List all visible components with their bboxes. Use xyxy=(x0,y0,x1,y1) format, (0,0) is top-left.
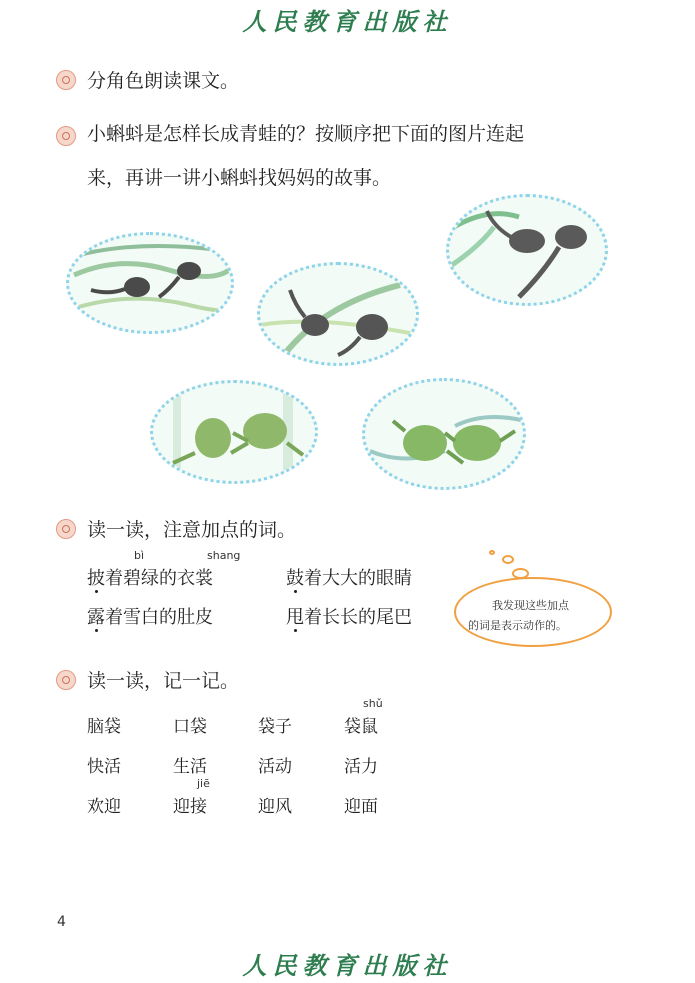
exercise-2-line2: 来，再讲一讲小蝌蚪找妈妈的故事。 xyxy=(87,167,392,189)
word-cell: 迎风 xyxy=(258,797,292,817)
word-cell: 迎面 xyxy=(344,797,378,817)
exercise-bullet-icon xyxy=(56,519,76,539)
publisher-watermark-bottom: 人民教育出版社 xyxy=(242,951,453,980)
publisher-watermark-top: 人民教育出版社 xyxy=(242,7,453,36)
tadpoles-growing-back-legs-icon xyxy=(260,265,419,366)
pinyin-shang: shang xyxy=(207,549,241,562)
emphasis-dot xyxy=(95,590,98,593)
word-cell: 袋鼠 xyxy=(344,717,378,737)
exercise-bullet-icon xyxy=(56,126,76,146)
pinyin-jie: jiē xyxy=(197,777,210,790)
word-cell: 脑袋 xyxy=(87,717,121,737)
picture-tadpoles-growing-legs[interactable] xyxy=(257,262,419,366)
pinyin-shu: shǔ xyxy=(363,697,383,710)
word-cell: 生活 xyxy=(173,757,207,777)
emphasis-dot xyxy=(294,590,297,593)
word-cell: 袋子 xyxy=(258,717,292,737)
exercise-1-text: 分角色朗读课文。 xyxy=(87,70,240,92)
phrase-4: 甩着长长的尾巴 xyxy=(286,607,412,628)
phrase-2: 鼓着大大的眼睛 xyxy=(286,568,412,589)
thought-bubble-dot xyxy=(489,550,495,555)
exercise-bullet-icon xyxy=(56,670,76,690)
thought-bubble xyxy=(454,577,612,647)
picture-frogs[interactable] xyxy=(362,378,526,490)
phrase-3: 露着雪白的肚皮 xyxy=(87,607,213,628)
exercise-2-text xyxy=(87,112,524,200)
word-cell: 快活 xyxy=(87,757,121,777)
word-cell: 口袋 xyxy=(173,717,207,737)
exercise-4-title: 读一读，记一记。 xyxy=(87,670,240,692)
picture-young-frogs[interactable] xyxy=(150,380,318,484)
tadpoles-among-reeds-icon xyxy=(69,235,234,334)
tadpoles-with-four-legs-icon xyxy=(449,197,608,306)
emphasis-dot xyxy=(95,629,98,632)
picture-tadpoles-among-reeds[interactable] xyxy=(66,232,234,334)
bubble-line1: 我发现这些加点 xyxy=(492,599,569,612)
word-cell: 迎接 xyxy=(173,797,207,817)
word-cell: 欢迎 xyxy=(87,797,121,817)
word-cell: 活动 xyxy=(258,757,292,777)
pinyin-bi: bì xyxy=(134,549,145,562)
emphasis-dot xyxy=(294,629,297,632)
page-number: 4 xyxy=(57,914,66,930)
phrase-1: 披着碧绿的衣裳 xyxy=(87,568,213,589)
exercise-2-line1: 小蝌蚪是怎样长成青蛙的？按顺序把下面的图片连起 xyxy=(87,123,525,145)
exercise-3-title: 读一读，注意加点的词。 xyxy=(87,519,297,541)
thought-bubble-dot xyxy=(502,555,514,564)
picture-tadpoles-four-legs[interactable] xyxy=(446,194,608,306)
exercise-bullet-icon xyxy=(56,70,76,90)
young-frogs-with-tails-icon xyxy=(153,383,318,484)
bubble-line2: 的词是表示动作的。 xyxy=(468,619,567,632)
word-cell: 活力 xyxy=(344,757,378,777)
frogs-swimming-icon xyxy=(365,381,526,490)
